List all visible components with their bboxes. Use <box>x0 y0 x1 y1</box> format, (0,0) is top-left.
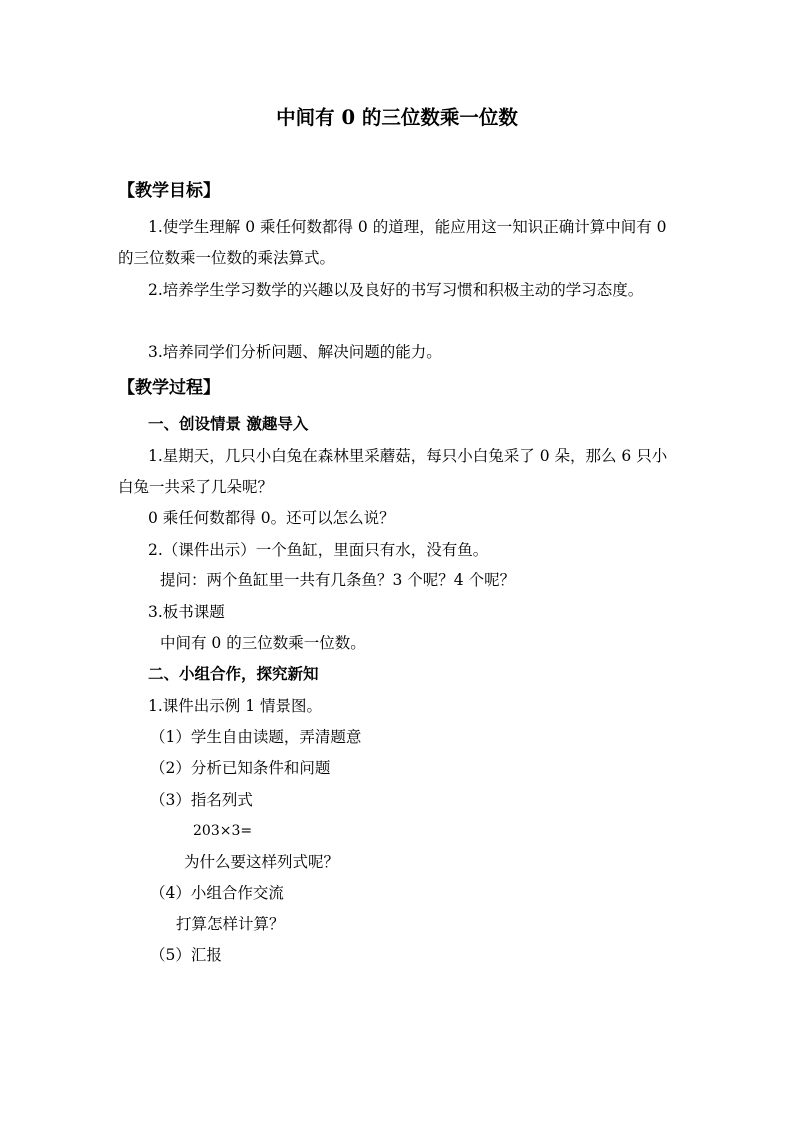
goal-3: 3.培养同学们分析问题、解决问题的能力。 <box>148 343 442 361</box>
part-1-item-2: 2.（课件出示）一个鱼缸，里面只有水，没有鱼。 <box>148 541 489 559</box>
part-1-item-3: 3.板书课题 <box>148 603 225 621</box>
part-2-step-5: （5）汇报 <box>150 946 222 964</box>
part-1-item-3-topic: 中间有 0 的三位数乘一位数。 <box>160 634 366 652</box>
part-2-step-2: （2）分析已知条件和问题 <box>150 759 331 777</box>
part-2-step-1: （1）学生自由读题，弄清题意 <box>150 728 362 746</box>
part-2-step-4: （4）小组合作交流 <box>150 884 284 902</box>
document-title: 中间有 0 的三位数乘一位数 <box>276 106 518 129</box>
part-1-item-1-line-3: 0 乘任何数都得 0。还可以怎么说？ <box>148 509 395 527</box>
part-2-item-1: 1.课件出示例 1 情景图。 <box>148 697 323 715</box>
goal-1-line-2: 的三位数乘一位数的乘法算式。 <box>118 249 336 267</box>
goal-2: 2.培养学生学习数学的兴趣以及良好的书写习惯和积极主动的学习态度。 <box>148 281 644 299</box>
part-1-item-1-line-2: 白兔一共采了几朵呢？ <box>118 478 274 496</box>
part-1-heading: 一、创设情景 激趣导入 <box>148 414 309 433</box>
part-1-item-1-line-1: 1.星期天，几只小白兔在森林里采蘑菇，每只小白兔采了 0 朵，那么 6 只小 <box>148 447 668 465</box>
formula: 203×3= <box>193 823 253 839</box>
process-heading: 【教学过程】 <box>118 378 220 398</box>
part-2-step-3: （3）指名列式 <box>150 791 253 809</box>
part-2-heading: 二、小组合作，探究新知 <box>148 664 319 683</box>
goal-1-line-1: 1.使学生理解 0 乘任何数都得 0 的道理，能应用这一知识正确计算中间有 0 <box>148 218 667 236</box>
why-question: 为什么要这样列式呢？ <box>184 853 340 871</box>
goals-heading: 【教学目标】 <box>118 181 220 201</box>
part-1-item-2-question: 提问：两个鱼缸里一共有几条鱼？3 个呢？4 个呢？ <box>160 571 516 589</box>
how-question: 打算怎样计算？ <box>176 915 285 933</box>
